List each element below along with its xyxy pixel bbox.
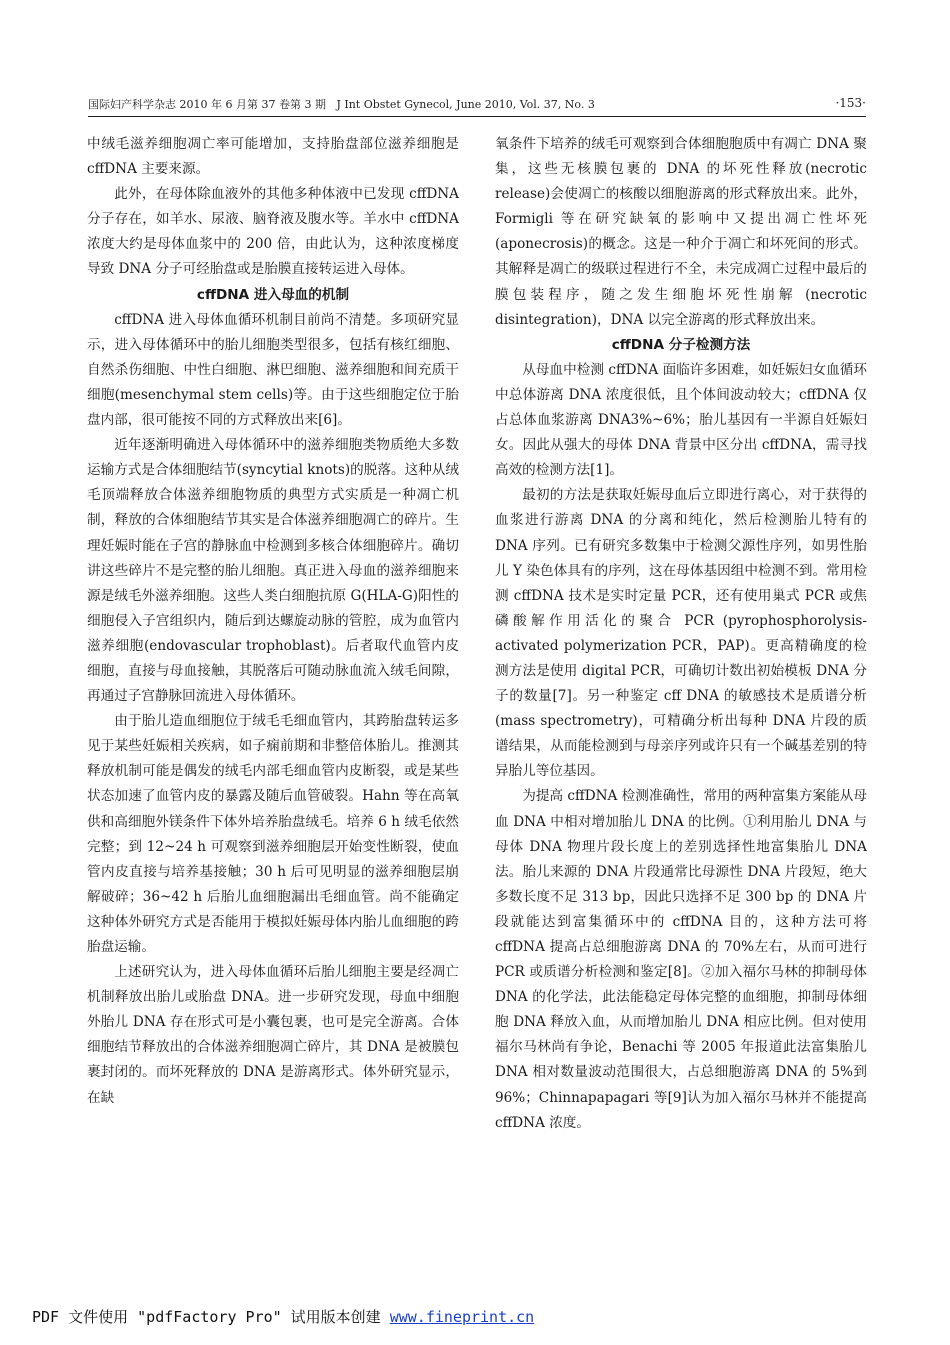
section-heading: cffDNA 进入母血的机制	[196, 286, 350, 303]
right-column	[495, 132, 867, 1136]
left-column	[87, 132, 459, 1111]
paragraph: 由于胎儿造血细胞位于绒毛毛细血管内，其跨胎盘转运多见于某些妊娠相关疾病，如子痫前期和非整倍体胎儿。推测其释放机制可能是偶发的绒毛内部毛细血管内皮断裂，或是某些状态加速了血管内皮的暴露及随后血管破裂。Hahn 等在高氧供和高细胞外镁条件下体外培养胎盘绒毛。培养 6 h 绒毛依然完整；到 12~24 h 可观察到滋养细胞层开始变性断裂，使血管内皮直接与培养基接触；30 h 后可见明显的滋养细胞层崩解破碎；36~42 h 后胎儿血细胞漏出毛细血管。尚不能确定这种体外研究方式是否能用于模拟妊娠母体内胎儿血细胞的跨胎盘运输。	[87, 713, 459, 955]
paragraph: cffDNA 进入母体血循环机制目前尚不清楚。多项研究显示，进入母体循环中的胎儿细胞类型很多，包括有核红细胞、自然杀伤细胞、中性白细胞、淋巴细胞、滋养细胞和间充质干细胞(mesenchymal stem cells)等。由于这些细胞定位于胎盘内部，很可能按不同的方式释放出来[6]。	[87, 311, 459, 429]
pdf-watermark-footer	[32, 1306, 534, 1327]
paragraph: 中绒毛滋养细胞凋亡率可能增加，支持胎盘部位滋养细胞是 cffDNA 主要来源。	[87, 136, 459, 178]
paragraph: 此外，在母体除血液外的其他多种体液中已发现 cffDNA 分子存在，如羊水、尿液、脑脊液及腹水等。羊水中 cffDNA 浓度大约是母体血浆中的 200 倍，由此认为，这种浓度梯度导致 DNA 分子可经胎盘或是胎膜直接转运进入母体。	[87, 186, 459, 278]
paragraph: 氧条件下培养的绒毛可观察到合体细胞胞质中有凋亡 DNA 聚集，这些无核膜包裹的 DNA 的坏死性释放(necrotic release)会使凋亡的核酸以细胞游离的形式释放出来。此外，Formigli 等在研究缺氧的影响中又提出凋亡性坏死(aponecrosis)的概念。这是一种介于凋亡和坏死间的形式。其解释是凋亡的级联过程进行不全，未完成凋亡过程中最后的膜包装程序，随之发生细胞坏死性崩解 (necrotic disintegration)，DNA 以完全游离的形式释放出来。	[495, 136, 867, 328]
paragraph: 上述研究认为，进入母体血循环后胎儿细胞主要是经凋亡机制释放出胎儿或胎盘 DNA。进一步研究发现，母血中细胞外胎儿 DNA 存在形式可是小囊包裹，也可是完全游离。合体细胞结节释放出的合体滋养细胞凋亡碎片，其 DNA 是被膜包裹封闭的。而坏死释放的 DNA 是游离形式。体外研究显示，在缺	[87, 964, 459, 1106]
paragraph: 近年逐渐明确进入母体循环中的滋养细胞类物质绝大多数运输方式是合体细胞结节(syncytial knots)的脱落。这种从绒毛顶端释放合体滋养细胞物质的典型方式实质是一种凋亡机制，释放的合体细胞结节其实是合体滋养细胞凋亡的碎片。生理妊娠时能在子宫的静脉血中检测到多核合体细胞碎片。确切讲这些碎片不是完整的胎儿细胞。真正进入母血的滋养细胞来源是绒毛外滋养细胞。这些人类白细胞抗原 G(HLA-G)阳性的细胞侵入子宫组织内，随后到达螺旋动脉的管腔，成为血管内滋养细胞(endovascular trophoblast)。后者取代血管内皮细胞，直接与母血接触，其脱落后可随动脉血流入绒毛间隙，再通过子宫静脉回流进入母体循环。	[87, 437, 459, 705]
header-rule	[88, 116, 866, 117]
paragraph: 为提高 cffDNA 检测准确性，常用的两种富集方案能从母血 DNA 中相对增加胎儿 DNA 的比例。①利用胎儿 DNA 与母体 DNA 物理片段长度上的差别选择性地富集胎儿 DNA 法。胎儿来源的 DNA 片段通常比母源性 DNA 片段短，绝大多数长度不足 313 bp，因此只选择不足 300 bp 的 DNA 片段就能达到富集循环中的 cffDNA 目的，这种方法可将 cffDNA 提高占总细胞游离 DNA 的 70%左右，从而可进行 PCR 或质谱分析检测和鉴定[8]。②加入福尔马林的抑制母体 DNA 的化学法，此法能稳定母体完整的血细胞，抑制母体细胞 DNA 释放入血，从而增加胎儿 DNA 相应比例。但对使用福尔马林尚有争论，Benachi 等 2005 年报道此法富集胎儿 DNA 相对数量波动范围很大，占总细胞游离 DNA 的 5%到 96%；Chinnapapagari 等[9]认为加入福尔马林并不能提高 cffDNA 浓度。	[495, 788, 867, 1131]
footer-text: PDF 文件使用 "pdfFactory Pro" 试用版本创建	[32, 1308, 390, 1326]
running-header	[88, 94, 866, 114]
journal-citation: 国际妇产科学杂志 2010 年 6 月第 37 卷第 3 期 J Int Obstet Gynecol, June 2010, Vol. 37, No. 3	[88, 98, 595, 111]
section-heading: cffDNA 分子检测方法	[611, 336, 751, 353]
paragraph: 最初的方法是获取妊娠母血后立即进行离心，对于获得的血浆进行游离 DNA 的分离和纯化，然后检测胎儿特有的 DNA 序列。已有研究多数集中于检测父源性序列，如男性胎儿 Y 染色体具有的序列，这在母体基因组中检测不到。常用检测 cffDNA 技术是实时定量 PCR，还有使用巢式 PCR 或焦磷酸解作用活化的聚合 PCR (pyrophosphorolysis-activated polymerization PCR，PAP)。更高精确度的检测方法是使用 digital PCR，可确切计数出初始模板 DNA 分子的数量[7]。另一种鉴定 cff DNA 的敏感技术是质谱分析(mass spectrometry)，可精确分析出每种 DNA 片段的质谱结果，从而能检测到与母亲序列或许只有一个碱基差别的特异胎儿等位基因。	[495, 487, 867, 780]
footer-link[interactable]: www.fineprint.cn	[389, 1308, 535, 1326]
page-number: ·153·	[835, 96, 866, 110]
paragraph: 从母血中检测 cffDNA 面临许多困难，如妊娠妇女血循环中总体游离 DNA 浓度很低，且个体间波动较大；cffDNA 仅占总体血浆游离 DNA3%~6%；胎儿基因有一半源自妊娠妇女。因此从强大的母体 DNA 背景中区分出 cffDNA，需寻找高效的检测方法[1]。	[495, 361, 867, 479]
